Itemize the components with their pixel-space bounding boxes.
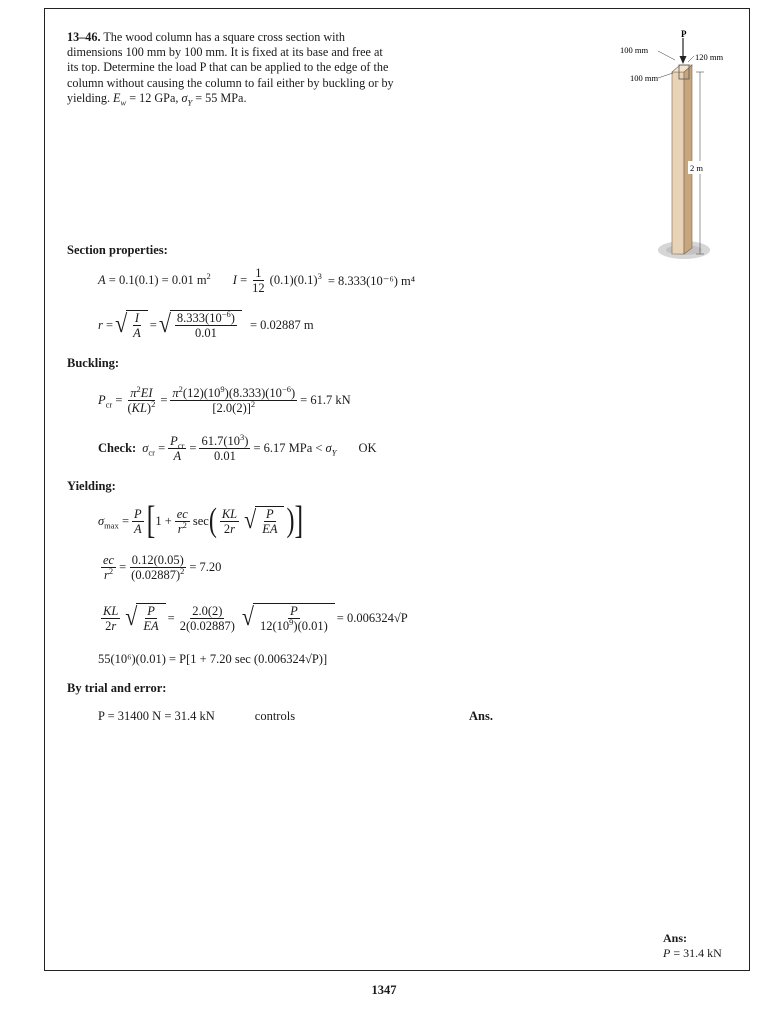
dim-width-label: 100 mm xyxy=(620,45,649,55)
area-equation: A = 0.1(0.1) = 0.01 $m^2$ xyxy=(98,270,211,287)
column-figure xyxy=(600,28,750,273)
ans-label: Ans. xyxy=(469,709,493,723)
ec-ratio-equation: $\frac{ec}{r^2}$ = $\frac{0.12(0.05)}{(0.02887)^2}$ = 7.20 xyxy=(103,553,222,582)
stress-check-equation: Check: $\sigma_{cr}$ = $\frac{P_{cr}}{A}$ = $\frac{61.7(10^3)}{0.01}$ = 6.17 MPa < $\sigma_Y$ OK xyxy=(98,431,377,463)
problem-number: 13–46. xyxy=(67,30,101,44)
dim-depth-label: 100 mm xyxy=(630,73,659,83)
check-ok: OK xyxy=(358,441,377,455)
yielding-heading: Yielding: xyxy=(67,479,116,493)
final-p: P = 31400 N = 31.4 kN xyxy=(98,709,215,723)
load-label: P xyxy=(681,29,687,39)
final-load-equation xyxy=(98,709,295,724)
dim-height-label: 2 m xyxy=(690,163,703,173)
radius-gyration-equation: r = √ $\frac{I}{A}$ = √ $\frac{8.333(10^{-6})}{0.01}$ = 0.02887 m xyxy=(98,308,314,340)
area-inertia-equation: A = 0.1(0.1) = 0.01 $m^2$ I = $\frac{1}{12}$ $(0.1)(0.1)^3$ = 8.333(10⁻⁶) m⁴ xyxy=(98,266,416,295)
column-front-face xyxy=(672,72,684,254)
slenderness-equation: $\frac{KL}{2r}$ √ $\frac{P}{EA}$ = $\frac{2.0(2)}{2(0.02887)}$ √ $\frac{P}{12(10^9)(0.01)}$ = 0.006324√P xyxy=(103,601,408,633)
ec-result: = 7.20 xyxy=(189,560,222,574)
critical-load-equation: $P_{cr}$ = $\frac{\pi^2EI}{(KL)^2}$ = $\frac{\pi^2(12)(10^9)(8.333)(10^{-6})}{[2.0(2)]^2}$ = 61.7 kN xyxy=(98,383,351,415)
kl-result: = 0.006324√P xyxy=(336,610,408,625)
r-result: = 0.02887 m xyxy=(249,317,314,332)
check-label: Check: xyxy=(98,441,137,455)
load-arrow-icon xyxy=(680,56,687,64)
problem-givens: $E_w = 12$ GPa, $\sigma_Y = 55$ MPa. xyxy=(113,90,247,108)
problem-statement xyxy=(67,30,397,106)
answer-box xyxy=(663,931,722,961)
trial-heading: By trial and error: xyxy=(67,681,167,695)
controls-label: controls xyxy=(254,709,296,723)
problem-text: The wood column has a square cross section with dimensions 100 mm by 100 mm. It is fixed at its base and free at its top. Determine the load P that can be applied to the edge of the column without causing the column to fail either by buckling or by yielding. xyxy=(67,30,394,105)
answer-label: Ans: xyxy=(663,931,688,945)
dim-offset-label: 120 mm xyxy=(695,52,724,62)
section-properties-heading: Section properties: xyxy=(67,243,168,257)
column-side-face xyxy=(684,65,692,254)
answer-value: P = 31.4 kN xyxy=(663,946,722,960)
page-number: 1347 xyxy=(371,983,397,997)
secant-formula-equation: $\sigma_{max}$ = $\frac{P}{A}$ [ 1 + $\frac{ec}{r^2}$ sec ( $\frac{KL}{2r}$ √ $\frac{P}{EA}$ ) ] xyxy=(98,498,304,542)
pcr-result: = 61.7 kN xyxy=(300,393,351,407)
yield-condition-equation: 55(10⁶)(0.01) = P[1 + 7.20 sec (0.006324√P)] xyxy=(98,652,328,666)
inertia-result: = 8.333(10⁻⁶) m⁴ xyxy=(327,273,416,288)
buckling-heading: Buckling: xyxy=(67,356,120,370)
